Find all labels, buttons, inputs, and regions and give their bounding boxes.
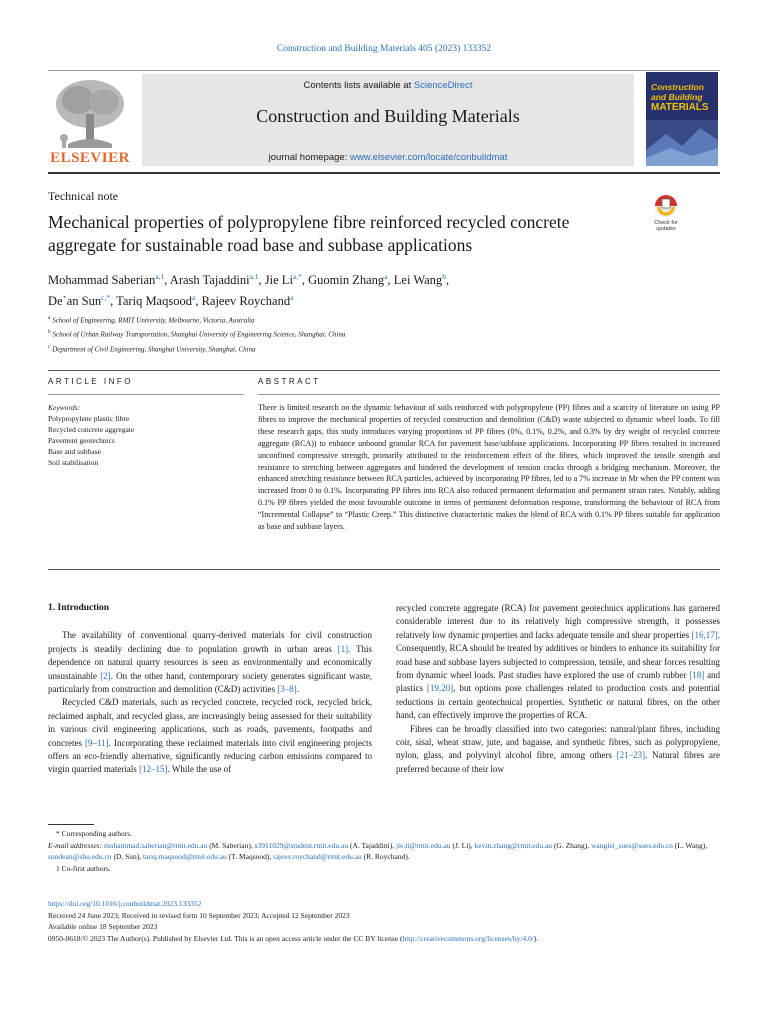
affiliation-mark: c <box>48 343 51 350</box>
check-badge-line-1: Check for <box>654 220 678 226</box>
keyword-item: Soil stabilisation <box>48 458 99 467</box>
affiliation-mark: b <box>48 329 51 336</box>
text-run: 1 Co-first authors. <box>56 863 111 873</box>
text-run: (A. Tajaddini), <box>348 840 396 850</box>
masthead-rule <box>48 70 720 71</box>
affiliations <box>48 312 648 355</box>
author-separator: , <box>164 273 170 288</box>
online-date: Available online 18 September 2023 <box>48 922 158 931</box>
section-rule <box>48 370 720 371</box>
author-affiliation-mark[interactable]: a,1 <box>249 272 259 281</box>
author-name[interactable]: Tariq Maqsood <box>116 294 192 309</box>
cover-line-1: Construction <box>651 82 704 92</box>
keyword-item: Polypropylene plastic fibre <box>48 414 130 423</box>
text-run: (G. Zhang), <box>552 840 592 850</box>
citation-link[interactable]: [2] <box>100 670 111 681</box>
author-name[interactable]: Mohammad Saberian <box>48 273 156 288</box>
text-run: , but options pose challenges related to production costs and potential reductions in certain geotechnical properties. Synthetic or natural fibres, on the other hand, can effectively improve the properties of RCA. <box>396 683 720 721</box>
text-run: (D. Sun), <box>111 852 144 861</box>
journal-cover-thumbnail[interactable] <box>646 72 718 166</box>
citation-link[interactable]: [19,20] <box>426 683 454 694</box>
text-run: and plastics <box>396 670 721 694</box>
body-paragraph <box>48 629 372 696</box>
text-run: . On the other hand, contemporary society generates significant waste, particularly from construction and demolition (C&D) activities <box>48 670 372 695</box>
text-run: * Corresponding authors. <box>56 829 133 838</box>
sciencedirect-link[interactable]: ScienceDirect <box>413 80 473 91</box>
author-separator: , <box>258 273 265 288</box>
author-separator: , <box>195 294 202 309</box>
license-line <box>48 933 720 945</box>
text-run: ). <box>533 933 539 943</box>
abstract-rule <box>258 394 720 395</box>
citation-link[interactable]: mohammad.saberian@rmit.edu.au <box>103 840 208 850</box>
author-separator: , <box>110 294 117 309</box>
cover-title <box>651 82 715 113</box>
received-dates: Received 24 June 2023; Received in revised form 10 September 2023; Accepted 12 September 2023 <box>48 910 350 920</box>
affiliation-mark: a <box>48 315 51 321</box>
elsevier-wordmark: ELSEVIER <box>50 150 130 166</box>
publication-info <box>48 898 720 944</box>
citation-link[interactable]: [3–8] <box>277 684 297 695</box>
journal-title: Construction and Building Materials <box>256 106 520 126</box>
affiliation-item <box>48 341 648 355</box>
citation-link[interactable]: sundean@shu.edu.cn <box>48 852 112 861</box>
author-name[interactable]: Jie Li <box>264 273 293 288</box>
citation-link[interactable]: s3911029@student.rmit.edu.au <box>254 840 349 850</box>
footnote-item <box>48 828 720 840</box>
cover-line-3: MATERIALS <box>651 102 709 113</box>
text-run: . Consequently, RCA should be treated by additives or binders to enhance its suitability for road base and subbase layers subjected to compression, tensile, and shear forces resulting from dynamic wheel loads. Past studies have explored the use of crumb rubber <box>396 629 720 681</box>
author-affiliation-mark[interactable]: a,* <box>292 272 302 281</box>
body-paragraph <box>396 602 720 723</box>
text-run: 0950-0618/© 2023 The Author(s). Published by Elsevier Ltd. This is an open access article under the CC BY license ( <box>48 933 403 943</box>
abstract-text: There is limited research on the dynamic behaviour of soils reinforced with polypropylene (PP) fibres and a scarcity of literature on using PP fibres to improve the mechanical properties of recycled construction and demolition (C&D) waste subjected to dynamic wheel loads. To fill these research gaps, this study introduces varying proportions of PP fibres (0%, 0.1%, 0.2%, and 0.3% by dry weight of recycled concrete aggregate (RCA)) to enhance unbound granular RCA for pavement base/subbase applications. Incorporating PP fibres resulted in increased unconfined compressive strength, primarily attributed to the reinforcement effect of the fibres, which improved the tensile strength and resistance to stretching between aggregates and hindered the development of tension cracks through a bridging mechanism. Moreover, the enhanced stretching resistance between RCA particles, achieved by incorporating PP fibres, led to a 7% increase in Mr when the PP content was increased from 0 to 0.1%. Incorporating PP fibres into RCA also reduced permanent deformation and permanent strain rates. Notably, adding 0.1% PP fibres yielded the most favourable outcome in terms of permanent deformation response, transforming the behaviour of RCA from “Incremental Collapse” to “Plastic Creep.” This distinctive characteristic makes the blend of RCA with 0.1% PP fibres suitable for application as base and subbase layers. <box>258 403 720 532</box>
text-run: . This dependence on natural quarry resources is seen as environmentally and economically unsustainable <box>48 643 372 681</box>
text-run: recycled concrete aggregate (RCA) for pavement geotechnics applications has garnered considerable interest due to its relatively high compressive strength, it possesses relatively low dynamic properties and lacks adequate tensile and shear properties <box>396 603 720 640</box>
homepage-link[interactable]: www.elsevier.com/locate/conbuildmat <box>349 152 508 163</box>
left-paragraphs <box>48 629 372 776</box>
text-run: (R. Roychand). <box>361 852 410 861</box>
citation-link[interactable]: [9–11] <box>85 737 109 748</box>
contents-line <box>142 80 634 91</box>
text-run: (J. Li), <box>450 840 475 850</box>
article-info-rule <box>48 394 244 395</box>
citation-link[interactable]: [12–15] <box>139 764 168 775</box>
masthead-rule-bottom <box>48 172 720 174</box>
contents-prefix: Contents lists available at <box>303 80 414 91</box>
footnotes <box>48 828 720 874</box>
citation-link[interactable]: wanglei_sues@sues.edu.cn <box>591 840 673 850</box>
homepage-prefix: journal homepage: <box>268 152 350 163</box>
affiliation-text: School of Engineering, RMIT University, Melbourne, Victoria, Australia <box>52 316 255 325</box>
citation-link[interactable]: [18] <box>689 670 705 681</box>
text-run: . Natural fibres are preferred because of their low <box>396 750 721 774</box>
abstract-heading: ABSTRACT <box>258 377 321 386</box>
text-run: E-mail addresses: <box>48 840 104 850</box>
text-run: Fibres can be broadly classified into two categories: natural/plant fibres, including coir, sisal, wheat straw, jute, and bagasse, and synthetic fibres, such as polypropylene, nylon, glass, and polyvinyl alcohol fibre, among others <box>396 723 720 761</box>
body-rule <box>48 569 720 570</box>
body-paragraph <box>48 696 372 776</box>
citation-link[interactable]: rajeev.roychand@rmit.edu.au <box>273 852 362 861</box>
author-separator: , <box>301 273 309 288</box>
citation-link[interactable]: [21–23] <box>616 750 646 761</box>
text-run: (M. Saberian), <box>207 840 255 850</box>
article-type: Technical note <box>48 189 119 203</box>
author-separator: , <box>387 273 394 288</box>
journal-reference[interactable]: Construction and Building Materials 405 (2023) 133352 <box>276 44 492 54</box>
author-affiliation-mark[interactable]: a,1 <box>155 272 165 281</box>
body-column-right <box>396 602 720 776</box>
author-name[interactable]: Guomin Zhang <box>308 273 385 288</box>
keyword-item: Recycled concrete aggregate <box>48 425 135 434</box>
body-paragraph <box>396 723 720 777</box>
author-name[interactable]: Arash Tajaddini <box>169 273 250 288</box>
keywords-label: Keywords: <box>48 403 81 412</box>
author-affiliation-mark[interactable]: a <box>290 293 294 303</box>
author-affiliation-mark[interactable]: a <box>191 293 196 303</box>
affiliation-text: Department of Civil Engineering, Shanghai University, Shanghai, China <box>52 344 256 353</box>
author-separator: , <box>445 273 450 288</box>
homepage-line <box>142 152 634 163</box>
keywords-list <box>48 413 244 468</box>
author-name[interactable]: Lei Wang <box>393 273 443 288</box>
citation-link[interactable]: tariq.maqsood@rmit.edu.au <box>143 852 227 861</box>
author-affiliation-mark[interactable]: a <box>384 272 388 281</box>
text-run: . Incorporating these reclaimed materials into civil engineering projects offers an eco-friendly alternative, significantly reducing carbon emissions compared to virgin quarried materials <box>48 737 372 775</box>
text-run: . <box>296 684 299 695</box>
text-run: Recycled C&D materials, such as recycled concrete, recycled rock, recycled brick, reclaimed asphalt, and recycled glass, are increasingly being assessed for their suitability in various civil engineering applications, such as roads, pavements, footpaths and concretes <box>48 697 372 748</box>
author-affiliation-mark[interactable]: b <box>442 272 446 281</box>
check-badge-line-2: updates <box>656 226 676 232</box>
author-name[interactable]: Rajeev Roychand <box>201 294 291 309</box>
author-affiliation-mark[interactable]: c,* <box>101 293 111 303</box>
citation-link[interactable]: [1] <box>337 643 349 654</box>
keyword-item: Pavement geotechnics <box>48 436 115 445</box>
doi-link[interactable]: https://doi.org/10.1016/j.conbuildmat.2023.133352 <box>48 899 202 908</box>
keywords-block <box>48 402 244 468</box>
affiliation-item <box>48 312 648 326</box>
section-heading: 1. Introduction <box>48 603 110 613</box>
citation-link[interactable]: http://creativecommons.org/licenses/by/4.0/ <box>402 933 534 943</box>
text-run: . While the use of <box>167 764 232 775</box>
body-column-left <box>48 602 372 777</box>
keyword-item: Base and subbase <box>48 447 101 456</box>
article-info-heading: ARTICLE INFO <box>48 377 133 386</box>
citation-link[interactable]: kevin.zhang@rmit.edu.au <box>474 840 553 850</box>
text-run: (L. Wang), <box>672 840 708 850</box>
right-paragraphs <box>396 602 720 776</box>
check-for-updates-icon[interactable] <box>646 193 686 233</box>
author-list <box>48 268 648 310</box>
author-name[interactable]: De`an Sun <box>48 294 102 309</box>
text-run: (T. Maqsood), <box>226 852 274 861</box>
footnote-item <box>48 863 720 875</box>
text-run: The availability of conventional quarry-derived materials for civil construction projects is steadily declining due to population growth in urban areas <box>48 630 372 654</box>
footnote-item <box>48 840 720 863</box>
citation-link[interactable]: jie.li@rmit.edu.au <box>395 840 451 850</box>
cover-line-2: and Building <box>651 92 703 102</box>
paper-title: Mechanical properties of polypropylene fibre reinforced recycled concrete aggregate for sustainable road base and subbase applications <box>48 212 570 255</box>
affiliation-text: School of Urban Railway Transportation, Shanghai University of Engineering Science, Shanghai, China <box>52 330 346 339</box>
footnote-rule <box>48 824 94 825</box>
citation-link[interactable]: [16,17] <box>691 629 718 640</box>
affiliation-item <box>48 326 648 340</box>
cover-graphic <box>646 120 718 166</box>
